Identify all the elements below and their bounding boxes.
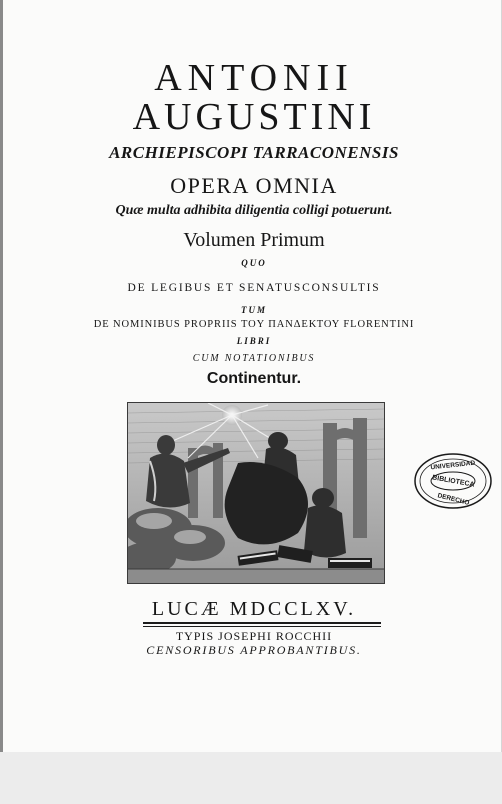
contents-connector-libri: LIBRI — [236, 336, 272, 346]
author-title: ARCHIEPISCOPI TARRACONENSIS — [109, 143, 399, 162]
library-stamp — [413, 451, 493, 511]
contents-line-3: CUM NOTATIONIBUS — [192, 353, 316, 364]
work-title: OPERA OMNIA — [170, 173, 338, 198]
svg-text:DERECHO: DERECHO — [436, 492, 470, 507]
imprint-rule-thin — [143, 626, 381, 627]
imprint-place-date: LUCÆ MDCCLXV. — [151, 598, 357, 620]
svg-text:UNIVERSIDAD: UNIVERSIDAD — [430, 459, 476, 472]
contents-connector-tum: TUM — [241, 305, 267, 315]
author-name-line-2: AUGUSTINI — [132, 96, 376, 138]
contents-line-1: DE LEGIBUS ET SENATUSCONSULTIS — [127, 282, 381, 294]
imprint-censors: CENSORIBUS APPROBANTIBUS. — [146, 643, 362, 657]
subtitle: Quæ multa adhibita diligentia colligi potuerunt. — [115, 203, 393, 218]
contents-connector-quo: QUO — [241, 258, 267, 268]
contents-line-2: DE NOMINIBUS PROPRIIS ТОΥ ПАΝΔΕΚΤΟΥ FLORENTINI — [93, 319, 415, 330]
contents-closing: Continentur. — [206, 370, 302, 387]
engraving-illustration — [127, 402, 385, 584]
imprint-rule-thick — [143, 622, 381, 624]
author-name-line-1: ANTONII — [154, 57, 354, 99]
volume-label: Volumen Primum — [183, 229, 325, 251]
imprint-printer: TYPIS JOSEPHI ROCCHII — [175, 629, 333, 643]
svg-text:BIBLIOTECA: BIBLIOTECA — [431, 474, 475, 489]
